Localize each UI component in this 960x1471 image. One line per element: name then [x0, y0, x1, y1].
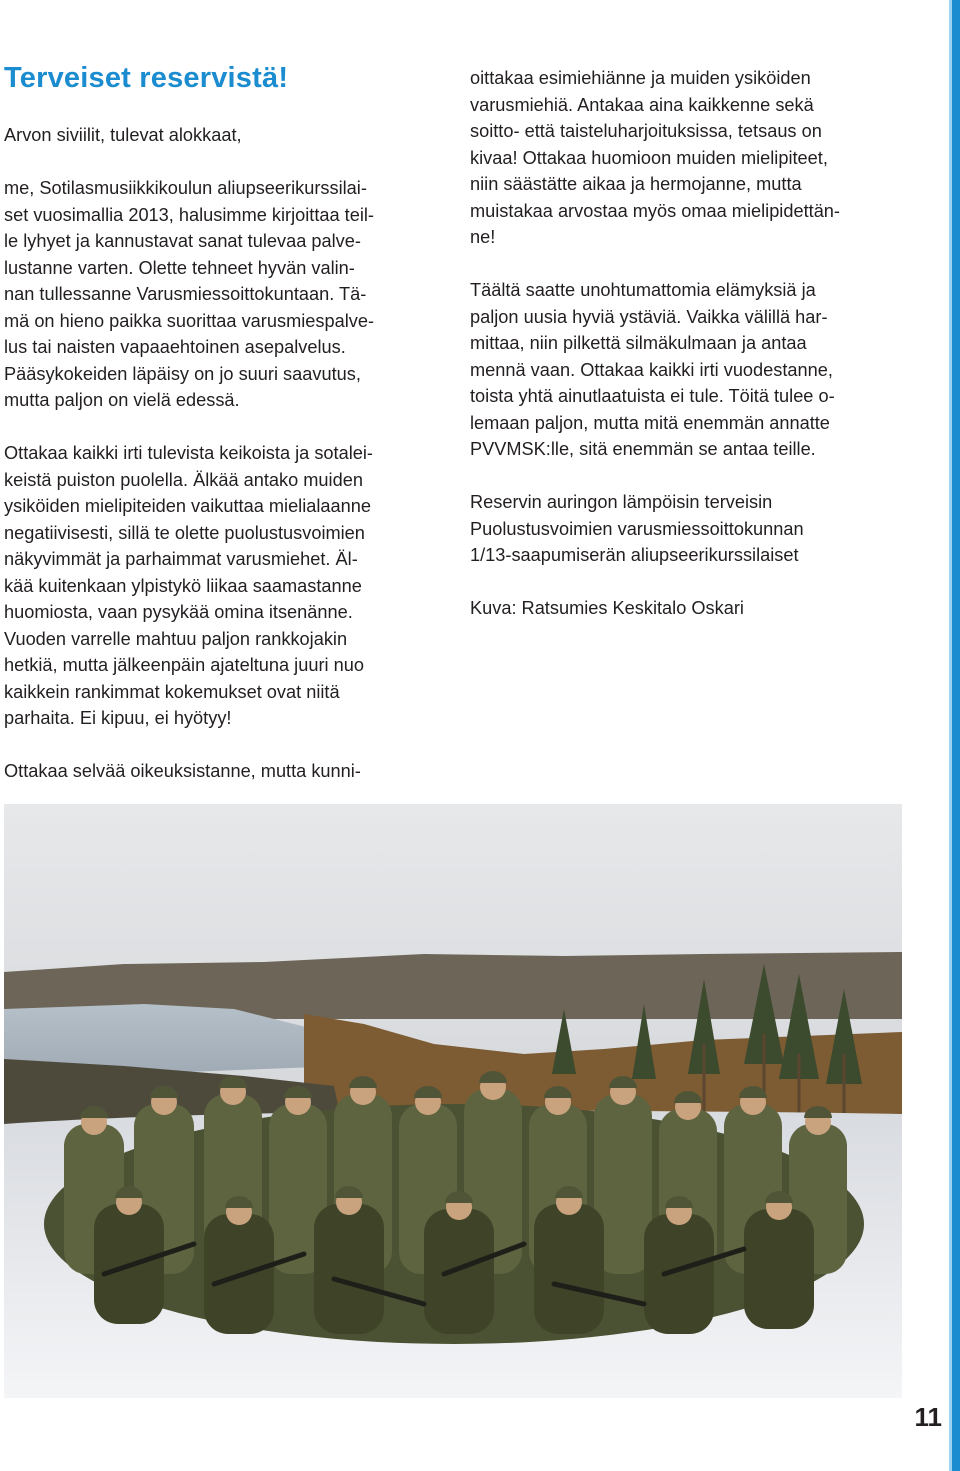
- text-line: me, Sotilasmusiikkikoulun aliupseerikurssilai-: [4, 178, 367, 198]
- text-line: PVVMSK:lle, sitä enemmän se antaa teille.: [470, 439, 816, 459]
- right-paragraph-1: [470, 65, 910, 251]
- text-line: lustanne varten. Olette tehneet hyvän valin-: [4, 257, 355, 278]
- right-paragraph-2: [470, 277, 910, 463]
- photo-credit: [470, 595, 910, 622]
- text-line: Ottakaa kaikki irti tulevista keikoista ja sotalei-: [4, 443, 373, 463]
- page-edge-bar: [952, 0, 960, 1471]
- article-title: Terveiset reservistä!: [4, 62, 289, 94]
- text-line: paljon uusia hyviä ystäviä. Vaikka välillä har-: [470, 306, 828, 327]
- text-line: lus tai naisten vapaaehtoinen asepalvelus.: [4, 337, 346, 357]
- left-paragraph-4: [4, 758, 444, 785]
- text-line: niin säästätte aikaa ja hermojanne, mutta: [470, 174, 802, 194]
- text-line: mittaa, niin pilkettä silmäkulmaan ja antaa: [470, 333, 807, 353]
- text-line: Pääsykokeiden läpäisy on jo suuri saavutus,: [4, 363, 361, 384]
- text-line: Reservin auringon lämpöisin terveisin: [470, 492, 773, 512]
- left-paragraph-3: [4, 440, 444, 732]
- text-line: kivaa! Ottakaa huomioon muiden mielipiteet,: [470, 147, 828, 168]
- text-line: set vuosimallia 2013, halusimme kirjoittaa teil-: [4, 204, 374, 225]
- text-line: Vuoden varrelle mahtuu paljon rankkojakin: [4, 628, 348, 649]
- page-edge-bar-highlight: [949, 0, 952, 1471]
- text-line: varusmiehiä. Antakaa aina kaikkenne sekä: [470, 94, 814, 115]
- text-line: keistä puiston puolella. Älkää antako muiden: [4, 469, 363, 490]
- text-line: toista yhtä ainutlaatuista ei tule. Töitä tulee o-: [470, 386, 835, 406]
- text-line: ysiköiden mielipiteiden vaikuttaa mielialaanne: [4, 496, 371, 516]
- text-line: kää kuitenkaan ylpistykö liikaa saamastanne: [4, 575, 362, 596]
- text-line: mutta paljon on vielä edessä.: [4, 390, 240, 410]
- group-photo-illustration: [4, 804, 902, 1398]
- left-text-column: [4, 122, 444, 785]
- page-number: 11: [914, 1402, 942, 1432]
- text-line: mennä vaan. Ottakaa kaikki irti vuodestanne,: [470, 359, 833, 380]
- text-line: Täältä saatte unohtumattomia elämyksiä ja: [470, 280, 816, 300]
- text-line: Puolustusvoimien varusmiessoittokunnan: [470, 518, 804, 539]
- text-line: le lyhyet ja kannustavat sanat tulevaa palve-: [4, 231, 361, 251]
- text-line: huomiosta, vaan pysykää omina itsenänne.: [4, 602, 353, 622]
- text-line: muistakaa arvostaa myös omaa mielipidettän-: [470, 200, 840, 221]
- text-line: ne!: [470, 227, 496, 247]
- text-line: hetkiä, mutta jälkeenpäin ajateltuna juuri nuo: [4, 655, 364, 675]
- text-line: nan tullessanne Varusmiessoittokuntaan. Tä-: [4, 284, 367, 304]
- text-line: näkyvimmät ja parhaimmat varusmiehet. Äl-: [4, 549, 358, 569]
- text-line: Ottakaa selvää oikeuksistanne, mutta kunni-: [4, 761, 361, 781]
- text-line: mä on hieno paikka suorittaa varusmiespalve-: [4, 310, 375, 331]
- group-photo: [4, 804, 902, 1398]
- text-line: lemaan paljon, mutta mitä enemmän annatte: [470, 412, 830, 433]
- left-paragraph-2: [4, 175, 444, 414]
- text-line: parhaita. Ei kipuu, ei hyötyy!: [4, 708, 232, 728]
- text-line: oittakaa esimiehiänne ja muiden ysiköiden: [470, 68, 811, 88]
- left-paragraph-1: [4, 122, 444, 149]
- text-line: Kuva: Ratsumies Keskitalo Oskari: [470, 598, 744, 618]
- right-paragraph-greeting: [470, 489, 910, 569]
- text-line: negatiivisesti, sillä te olette puolustusvoimien: [4, 522, 365, 543]
- text-line: Arvon siviilit, tulevat alokkaat,: [4, 125, 242, 145]
- text-line: soitto- että taisteluharjoituksissa, tetsaus on: [470, 121, 822, 141]
- text-line: 1/13-saapumiserän aliupseerikurssilaiset: [470, 545, 799, 565]
- right-text-column: [470, 65, 910, 622]
- text-line: kaikkein rankimmat kokemukset ovat niitä: [4, 681, 340, 702]
